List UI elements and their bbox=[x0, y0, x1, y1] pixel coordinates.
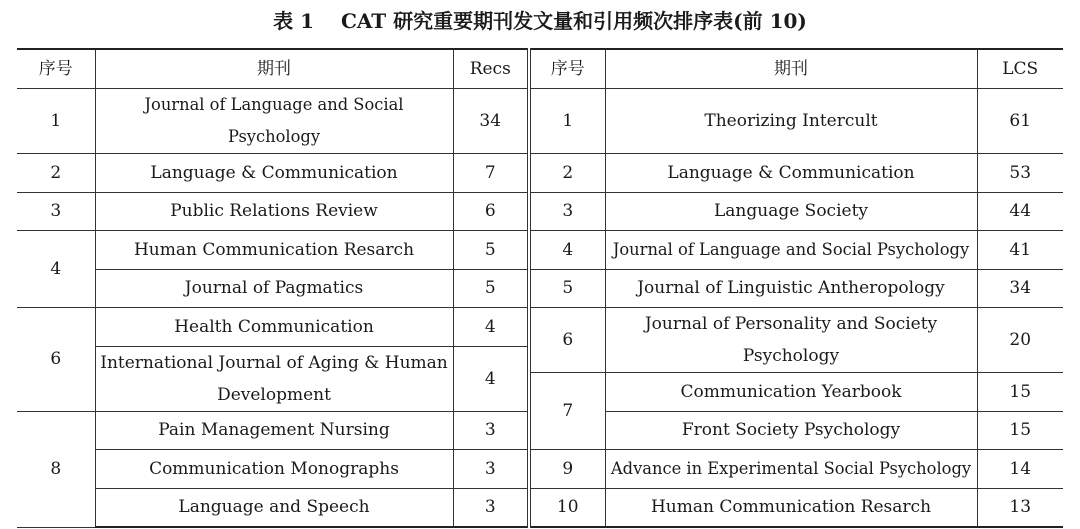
left-journal: International Journal of Aging & Human Development bbox=[95, 346, 453, 411]
right-journal: Journal of Linguistic Antheropology bbox=[605, 269, 977, 308]
right-rank: 2 bbox=[529, 154, 605, 193]
right-lcs: 20 bbox=[977, 308, 1063, 373]
left-rank: 1 bbox=[17, 89, 95, 154]
table-row bbox=[17, 308, 1063, 347]
right-lcs: 14 bbox=[977, 450, 1063, 489]
table-row bbox=[17, 450, 1063, 489]
header-right-journal: 期刊 bbox=[605, 49, 977, 89]
left-journal: Language and Speech bbox=[95, 488, 453, 527]
right-rank: 7 bbox=[529, 373, 605, 450]
left-recs: 3 bbox=[453, 411, 529, 450]
right-lcs: 41 bbox=[977, 231, 1063, 270]
left-rank: 8 bbox=[17, 411, 95, 527]
header-left-journal: 期刊 bbox=[95, 49, 453, 89]
table-row bbox=[17, 89, 1063, 154]
right-rank: 9 bbox=[529, 450, 605, 489]
right-lcs: 34 bbox=[977, 269, 1063, 308]
left-journal: Language & Communication bbox=[95, 154, 453, 193]
left-journal: Journal of Pagmatics bbox=[95, 269, 453, 308]
right-journal: Journal of Language and Social Psychology bbox=[605, 231, 977, 270]
right-lcs: 44 bbox=[977, 192, 1063, 231]
left-recs: 3 bbox=[453, 488, 529, 527]
left-recs: 3 bbox=[453, 450, 529, 489]
right-lcs: 15 bbox=[977, 373, 1063, 412]
right-journal: Language & Communication bbox=[605, 154, 977, 193]
left-recs: 34 bbox=[453, 89, 529, 154]
header-right-lcs: LCS bbox=[977, 49, 1063, 89]
header-right-rank: 序号 bbox=[529, 49, 605, 89]
right-journal: Language Society bbox=[605, 192, 977, 231]
left-rank: 2 bbox=[17, 154, 95, 193]
table-row bbox=[17, 269, 1063, 308]
right-rank: 10 bbox=[529, 488, 605, 527]
right-journal: Communication Yearbook bbox=[605, 373, 977, 412]
right-rank: 4 bbox=[529, 231, 605, 270]
header-row bbox=[17, 49, 1063, 89]
header-left-recs: Recs bbox=[453, 49, 529, 89]
left-journal: Human Communication Resarch bbox=[95, 231, 453, 270]
table-row bbox=[17, 192, 1063, 231]
right-journal: Theorizing Intercult bbox=[605, 89, 977, 154]
right-rank: 3 bbox=[529, 192, 605, 231]
left-recs: 6 bbox=[453, 192, 529, 231]
right-journal: Journal of Personality and Society Psychology bbox=[605, 308, 977, 373]
right-lcs: 15 bbox=[977, 411, 1063, 450]
left-journal: Public Relations Review bbox=[95, 192, 453, 231]
table-row bbox=[17, 231, 1063, 270]
journal-ranking-table bbox=[17, 48, 1063, 528]
header-left-rank: 序号 bbox=[17, 49, 95, 89]
left-journal: Journal of Language and Social Psychology bbox=[95, 89, 453, 154]
right-lcs: 53 bbox=[977, 154, 1063, 193]
table-caption: 表 1 CAT 研究重要期刊发文量和引用频次排序表(前 10) bbox=[273, 9, 807, 33]
table-row bbox=[17, 488, 1063, 527]
left-recs: 5 bbox=[453, 231, 529, 270]
left-journal: Communication Monographs bbox=[95, 450, 453, 489]
left-rank: 3 bbox=[17, 192, 95, 231]
right-rank: 1 bbox=[529, 89, 605, 154]
left-recs: 5 bbox=[453, 269, 529, 308]
left-rank: 4 bbox=[17, 231, 95, 308]
left-recs: 4 bbox=[453, 346, 529, 411]
left-recs: 4 bbox=[453, 308, 529, 347]
left-recs: 7 bbox=[453, 154, 529, 193]
left-rank: 6 bbox=[17, 308, 95, 412]
right-lcs: 13 bbox=[977, 488, 1063, 527]
right-journal: Front Society Psychology bbox=[605, 411, 977, 450]
right-journal: Human Communication Resarch bbox=[605, 488, 977, 527]
right-rank: 5 bbox=[529, 269, 605, 308]
left-journal: Pain Management Nursing bbox=[95, 411, 453, 450]
right-rank: 6 bbox=[529, 308, 605, 373]
left-journal: Health Communication bbox=[95, 308, 453, 347]
right-lcs: 61 bbox=[977, 89, 1063, 154]
right-journal: Advance in Experimental Social Psychology bbox=[605, 450, 977, 489]
table-row bbox=[17, 154, 1063, 193]
